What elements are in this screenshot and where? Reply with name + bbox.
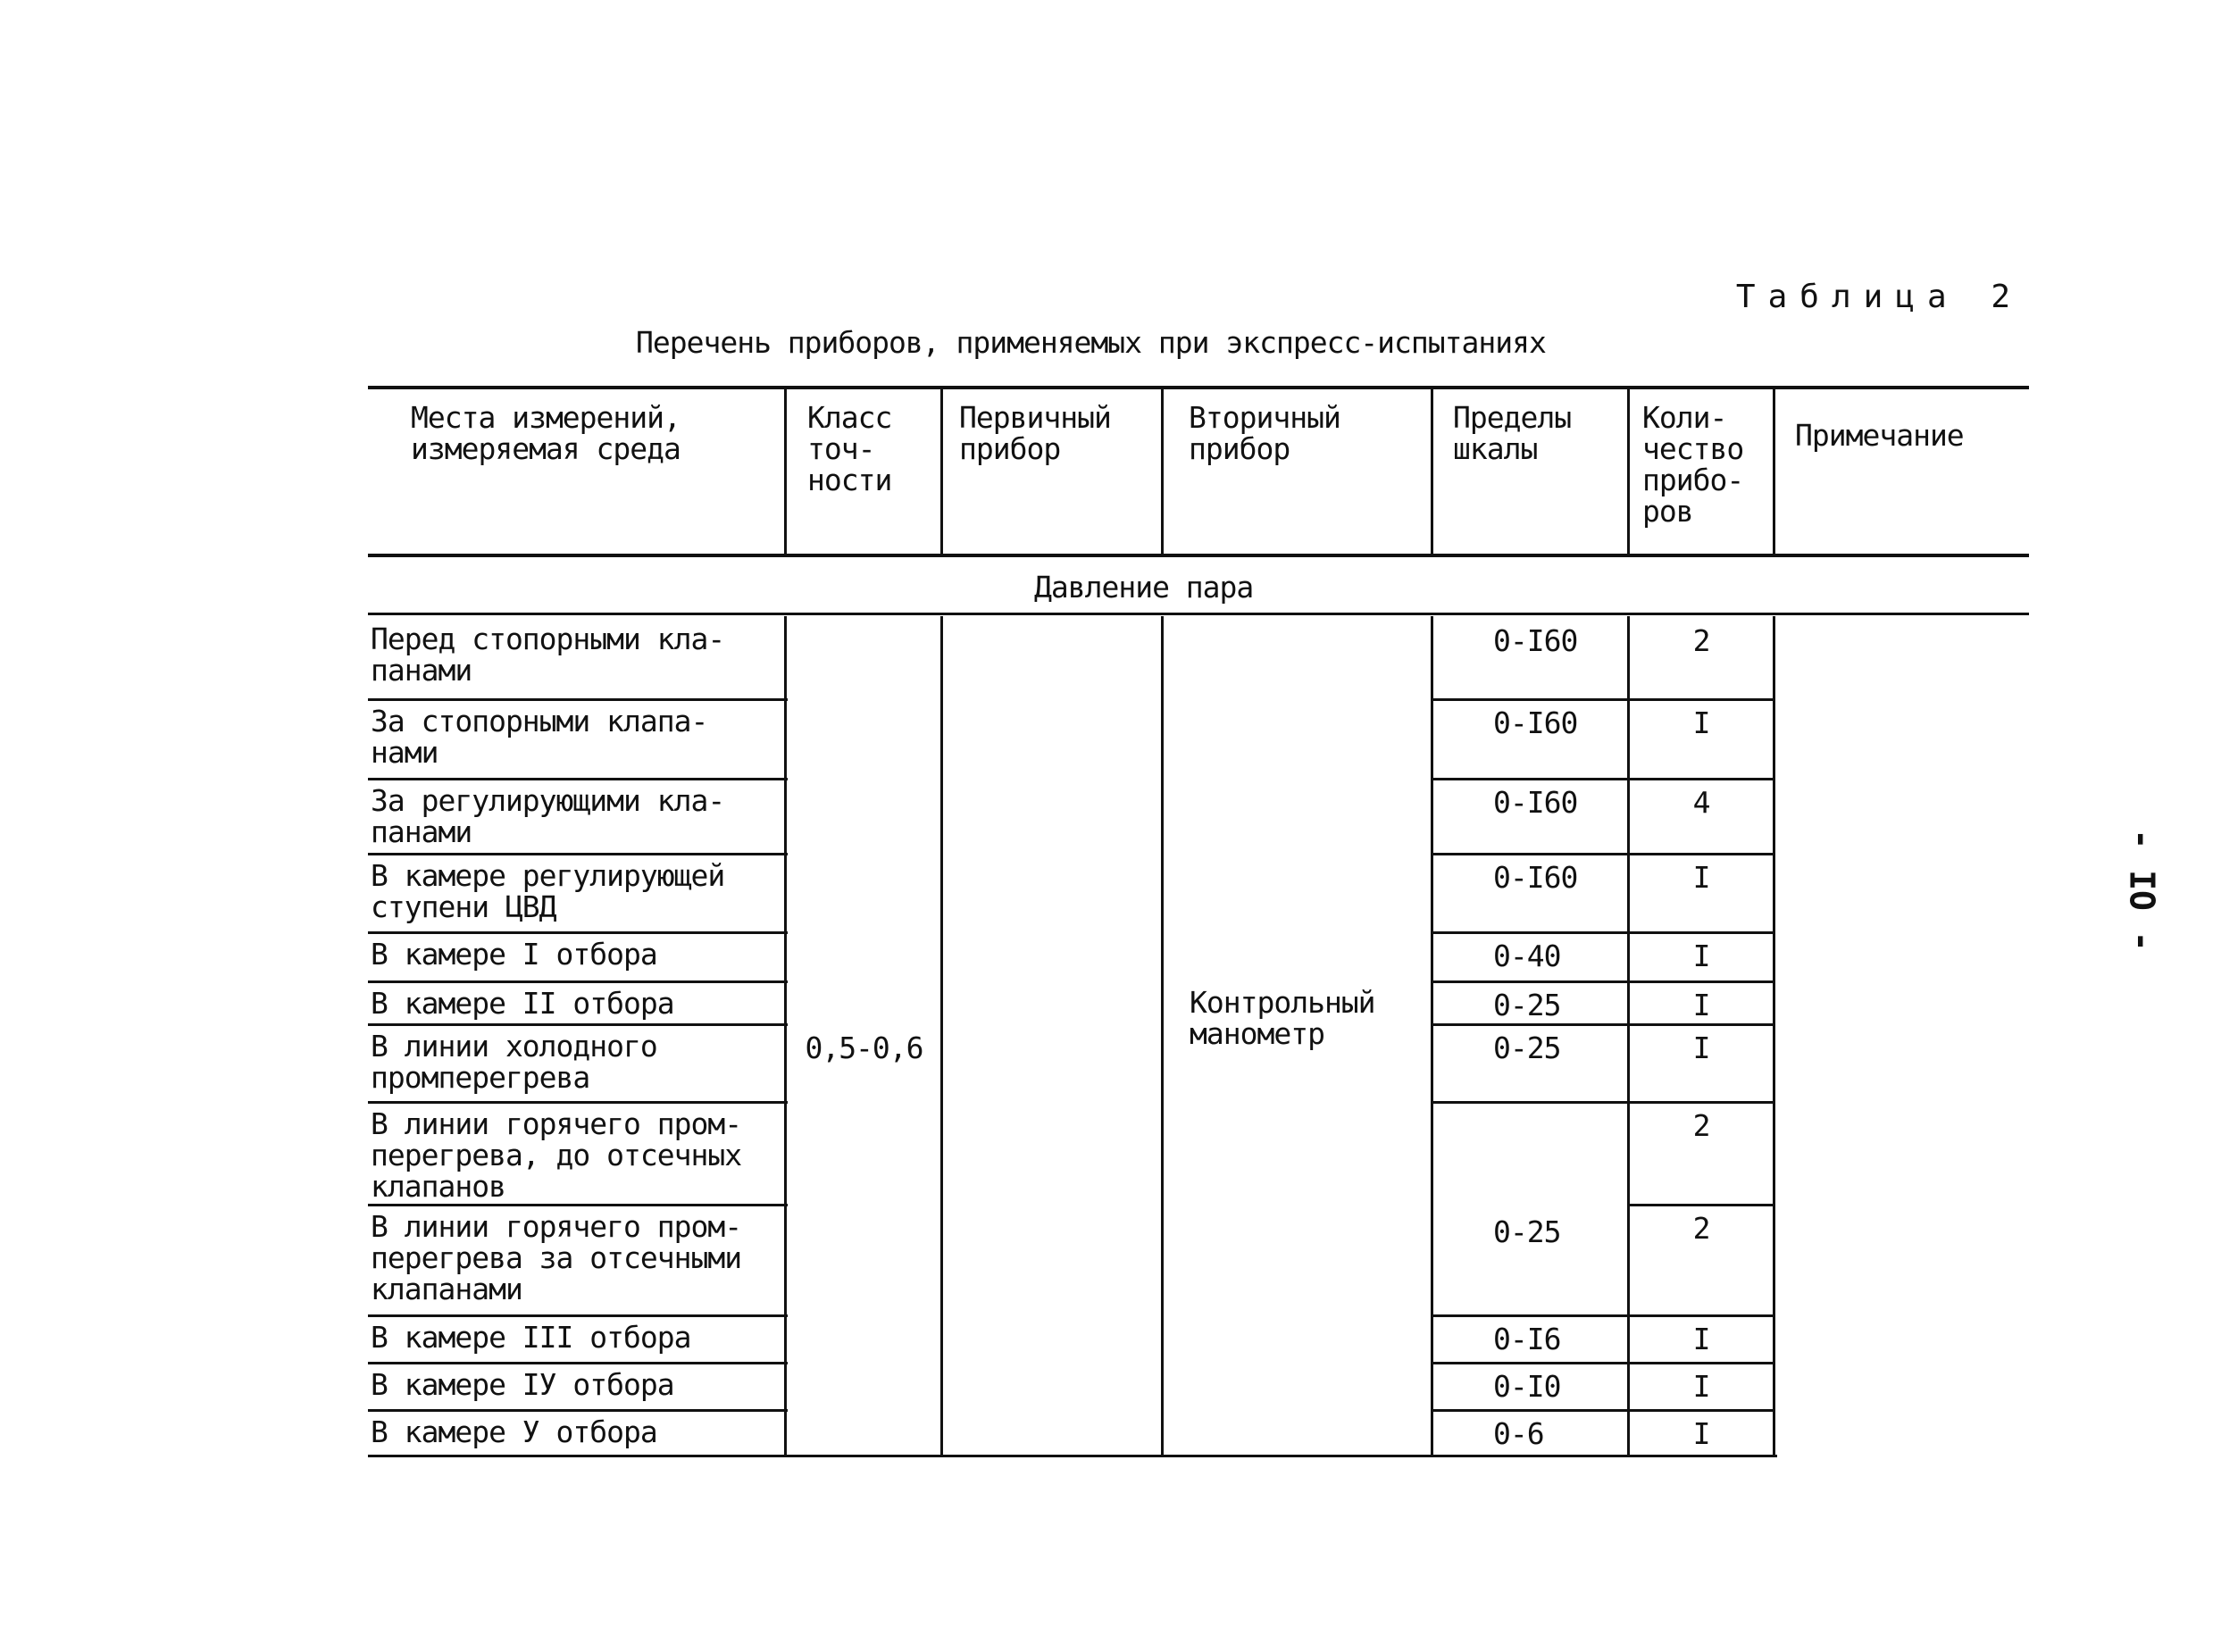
header-divider [1627, 388, 1630, 555]
column-divider [1773, 616, 1775, 1456]
row-rule [368, 1101, 788, 1104]
row-count: I [1692, 939, 1710, 973]
row-rule [1431, 1101, 1774, 1104]
table-title: Перечень приборов, применяемых при экспресс-испытаниях [636, 325, 1546, 360]
row-place: В линии горячего пром- перегрева, до отсечных клапанов [371, 1106, 742, 1204]
header-scale: Пределы шкалы [1453, 400, 1572, 466]
header-note: Примечание [1795, 418, 1964, 453]
row-place: В камере I отбора [371, 937, 657, 972]
row-place: В линии горячего пром- перегрева за отсечными клапанами [371, 1209, 742, 1306]
merged-range-value: 0-25 [1493, 1214, 1561, 1249]
header-divider [1773, 388, 1775, 555]
row-count: 4 [1692, 785, 1710, 820]
row-rule [368, 1314, 788, 1317]
row-count: I [1692, 705, 1710, 740]
row-place: В камере III отбора [371, 1320, 691, 1355]
column-divider [1161, 616, 1164, 1456]
section-bottom-rule [368, 613, 2029, 615]
row-place: В камере У отбора [371, 1414, 657, 1449]
header-divider [1431, 388, 1433, 555]
row-count: I [1692, 1416, 1710, 1451]
header-primary: Первичный прибор [959, 400, 1111, 466]
row-range: 0-25 [1493, 1030, 1561, 1065]
row-range: 0-I60 [1493, 860, 1578, 895]
row-rule [368, 853, 788, 855]
header-divider [1161, 388, 1164, 555]
header-count: Коли- чество прибо- ров [1642, 400, 1744, 529]
row-rule [368, 980, 788, 983]
row-count: 2 [1692, 1108, 1710, 1143]
row-rule [368, 1023, 788, 1026]
row-rule [1431, 1314, 1774, 1317]
row-rule [1431, 1362, 1774, 1364]
row-count: I [1692, 1369, 1710, 1404]
table-top-rule [368, 386, 2029, 389]
row-rule [1431, 698, 1774, 701]
row-range: 0-I60 [1493, 705, 1578, 740]
table-label: Таблица 2 [1735, 279, 2023, 315]
section-heading: Давление пара [1034, 570, 1254, 605]
row-range: 0-40 [1493, 939, 1561, 973]
row-place: За регулирующими кла- панами [371, 783, 725, 849]
row-rule [368, 1409, 788, 1412]
row-rule [1431, 1409, 1774, 1412]
row-place: Перед стопорными кла- панами [371, 622, 725, 688]
row-rule [368, 1362, 788, 1364]
row-range: 0-I60 [1493, 623, 1578, 658]
row-range: 0-I0 [1493, 1369, 1561, 1404]
row-rule [1431, 931, 1774, 934]
row-rule [368, 1204, 788, 1206]
row-place: В камере II отбора [371, 986, 674, 1021]
row-place: За стопорными клапа- нами [371, 704, 708, 770]
header-secondary: Вторичный прибор [1189, 400, 1340, 466]
row-count: 2 [1692, 623, 1710, 658]
row-count: 2 [1692, 1211, 1710, 1246]
row-rule [368, 778, 788, 780]
column-divider [1431, 616, 1433, 1456]
row-count: I [1692, 1030, 1710, 1065]
row-place: В камере IУ отбора [371, 1367, 674, 1402]
row-place: В камере регулирующей ступени ЦВД [371, 858, 725, 924]
row-range: 0-I60 [1493, 785, 1578, 820]
header-accuracy-class: Класс точ- ности [807, 400, 892, 497]
row-rule [368, 931, 788, 934]
row-rule [1431, 853, 1774, 855]
row-rule [368, 1455, 1777, 1457]
row-count: I [1692, 1322, 1710, 1356]
header-divider [784, 388, 787, 555]
header-place: Места измерений, измеряемая среда [411, 400, 680, 466]
page-number: - IO - [2122, 829, 2162, 952]
row-rule [368, 698, 788, 701]
row-rule [1431, 778, 1774, 780]
row-count: I [1692, 988, 1710, 1022]
row-range: 0-25 [1493, 988, 1561, 1022]
row-rule [1627, 1204, 1774, 1206]
header-divider [940, 388, 943, 555]
row-count: I [1692, 860, 1710, 895]
row-range: 0-6 [1493, 1416, 1544, 1451]
row-place: В линии холодного промперегрева [371, 1029, 657, 1095]
accuracy-class-value: 0,5-0,6 [805, 1030, 923, 1065]
row-rule [1431, 980, 1774, 983]
secondary-device-value: Контрольный манометр [1190, 985, 1375, 1051]
header-bottom-rule [368, 554, 2029, 557]
row-range: 0-I6 [1493, 1322, 1561, 1356]
row-rule [1431, 1023, 1774, 1026]
